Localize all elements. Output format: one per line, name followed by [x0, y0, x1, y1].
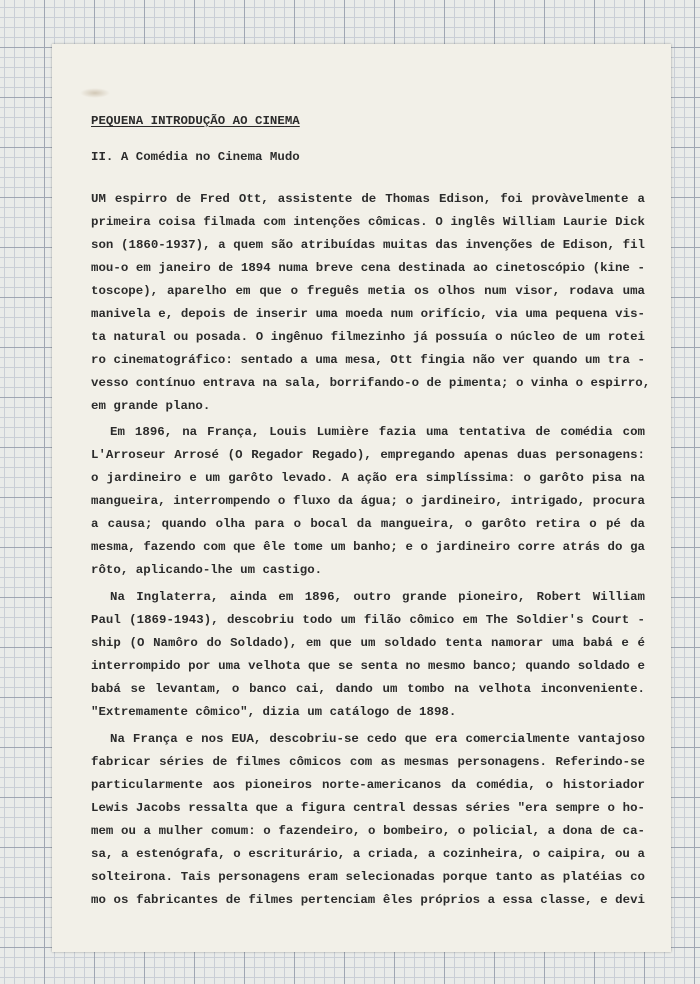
text-line: particularmente aos pioneiros norte-americanos da comédia, o historiador: [91, 778, 645, 792]
text-line: Na França e nos EUA, descobriu-se cedo que era comercialmente vantajoso: [110, 732, 645, 746]
text-line: sa, a estenógrafa, o escriturário, a criada, a cozinheira, o caipira, ou a: [91, 847, 645, 861]
text-line: mem ou a mulher comum: o fazendeiro, o bombeiro, o policial, a dona de ca-: [91, 824, 645, 838]
text-line: a causa; quando olha para o bocal da mangueira, o garôto retira o pé da: [91, 517, 645, 531]
text-line: em grande plano.: [91, 399, 211, 413]
text-line: ro cinematográfico: sentado a uma mesa, Ott fingia não ver quando um tra -: [91, 353, 645, 367]
text-line: mo os fabricantes de filmes pertenciam êles próprios a essa classe, e devi: [91, 893, 645, 907]
typed-page: [52, 44, 671, 952]
text-line: Na Inglaterra, ainda em 1896, outro grande pioneiro, Robert William: [110, 590, 645, 604]
document-heading: PEQUENA INTRODUÇÃO AO CINEMA: [91, 114, 300, 128]
text-line: L'Arroseur Arrosé (O Regador Regado), empregando apenas duas personagens:: [91, 448, 645, 462]
text-line: toscope), aparelho em que o freguês metia os olhos num visor, rodava uma: [91, 284, 645, 298]
text-line: interrompido por uma velhota que se senta no mesmo banco; quando soldado e: [91, 659, 645, 673]
text-line: fabricar séries de filmes cômicos com as mesmas personagens. Referindo-se: [91, 755, 645, 769]
text-line: vesso contínuo entrava na sala, borrifando-o de pimenta; o vinha o espirro,: [91, 376, 651, 390]
text-line: primeira coisa filmada com intenções cômicas. O inglês William Laurie Dick: [91, 215, 645, 229]
section-title: II. A Comédia no Cinema Mudo: [91, 150, 300, 164]
text-line: mangueira, interrompendo o fluxo da água; o jardineiro, intrigado, procura: [91, 494, 645, 508]
text-line: ta natural ou posada. O ingênuo filmezinho já possuía o núcleo de um rotei: [91, 330, 645, 344]
text-line: Lewis Jacobs ressalta que a figura central dessas séries "era sempre o ho-: [91, 801, 645, 815]
text-line: mesma, fazendo com que êle tome um banho; e o jardineiro corre atrás do ga: [91, 540, 645, 554]
text-line: mou-o em janeiro de 1894 numa breve cena destinada ao cinetoscópio (kine -: [91, 261, 645, 275]
text-line: rôto, aplicando-lhe um castigo.: [91, 563, 323, 577]
paper-stain: [80, 88, 110, 98]
text-line: solteirona. Tais personagens eram selecionadas porque tanto as platéias co: [91, 870, 645, 884]
text-line: son (1860-1937), a quem são atribuídas muitas das invenções de Edison, fil: [91, 238, 645, 252]
text-line: UM espirro de Fred Ott, assistente de Thomas Edison, foi provàvelmente a: [91, 192, 645, 206]
text-line: Em 1896, na França, Louis Lumière fazia uma tentativa de comédia com: [110, 425, 645, 439]
text-line: ship (O Namôro do Soldado), em que um soldado tenta namorar uma babá e é: [91, 636, 645, 650]
text-line: Paul (1869-1943), descobriu todo um filão cômico em The Soldier's Court -: [91, 613, 645, 627]
text-line: manivela e, depois de inserir uma moeda num orifício, via uma pequena vis-: [91, 307, 645, 321]
text-line: babá se levantam, o banco cai, dando um tombo na velhota inconveniente.: [91, 682, 645, 696]
text-line: "Extremamente cômico", dizia um catálogo de 1898.: [91, 705, 457, 719]
text-line: o jardineiro e um garôto levado. A ação era simplíssima: o garôto pisa na: [91, 471, 645, 485]
